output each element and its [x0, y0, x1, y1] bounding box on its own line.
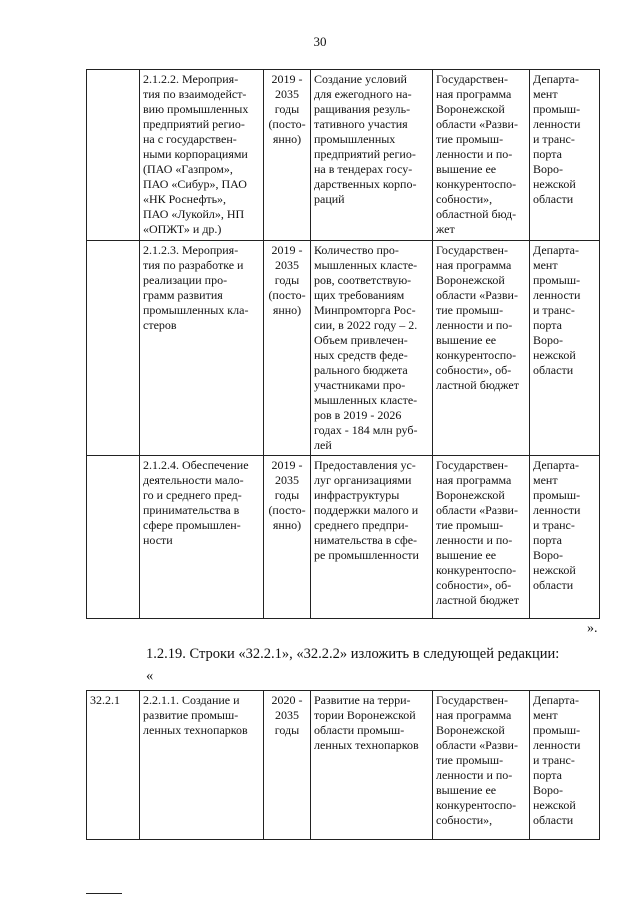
measure-cell: 2.1.2.3. Мероприя- тия по разработке и реализации про- грамм развития промышленных кла- стеров	[140, 241, 264, 456]
period-cell: 2019 - 2035 годы (посто- янно)	[264, 456, 311, 619]
opening-quote: «	[146, 668, 154, 684]
code-cell	[87, 241, 140, 456]
closing-quote: ».	[587, 621, 598, 636]
table-row	[87, 70, 600, 241]
footnote-divider	[86, 893, 122, 894]
amendment-instruction: 1.2.19. Строки «32.2.1», «32.2.2» изложить в следующей редакции:	[146, 646, 560, 662]
code-cell	[87, 456, 140, 619]
table-row	[87, 456, 600, 619]
table-row	[87, 241, 600, 456]
program-cell: Государствен- ная программа Воронежской области «Разви- тие промыш- ленности и по- вышение ее конкурентоспо- собности», областной бюд- жет	[433, 70, 530, 241]
measures-table-new	[86, 690, 600, 840]
period-cell: 2019 - 2035 годы (посто- янно)	[264, 241, 311, 456]
program-cell: Государствен- ная программа Воронежской области «Разви- тие промыш- ленности и по- вышение ее конкурентоспо- собности»,	[433, 691, 530, 840]
executor-cell: Департа- мент промыш- ленности и транс- порта Воро- нежской области	[530, 70, 600, 241]
executor-cell: Департа- мент промыш- ленности и транс- порта Воро- нежской области	[530, 241, 600, 456]
executor-cell: Департа- мент промыш- ленности и транс- порта Воро- нежской области	[530, 691, 600, 840]
period-cell: 2019 - 2035 годы (посто- янно)	[264, 70, 311, 241]
program-cell: Государствен- ная программа Воронежской области «Разви- тие промыш- ленности и по- вышение ее конкурентоспо- собности», об- ластной бюджет	[433, 241, 530, 456]
table-row	[87, 691, 600, 840]
executor-cell: Департа- мент промыш- ленности и транс- порта Воро- нежской области	[530, 456, 600, 619]
program-cell: Государствен- ная программа Воронежской области «Разви- тие промыш- ленности и по- вышение ее конкурентоспо- собности», об- ластной бюджет	[433, 456, 530, 619]
result-cell: Развитие на терри- тории Воронежской области промыш- ленных технопарков	[311, 691, 433, 840]
period-cell: 2020 - 2035 годы	[264, 691, 311, 840]
result-cell: Количество про- мышленных класте- ров, соответствую- щих требованиям Минпромторга Рос- сии, в 2022 году – 2. Объем привлечен- ных средств феде- рального бюджета участниками про- мышленных класте- ров в 2019 - 2026 годах - 184 млн руб- лей	[311, 241, 433, 456]
page-number: 30	[313, 34, 327, 49]
code-cell: 32.2.1	[87, 691, 140, 840]
result-cell: Создание условий для ежегодного на- ращивания резуль- тативного участия промышленных предприятий регио- на в тендерах госу- дарственных корпо- раций	[311, 70, 433, 241]
result-cell: Предоставления ус- луг организациями инфраструктуры поддержки малого и среднего предпри- нимательства в сфе- ре промышленности	[311, 456, 433, 619]
code-cell	[87, 70, 140, 241]
measure-cell: 2.2.1.1. Создание и развитие промыш- ленных технопарков	[140, 691, 264, 840]
measures-table-continuation	[86, 69, 600, 619]
measure-cell: 2.1.2.2. Мероприя- тия по взаимодейст- вию промышленных предприятий регио- на с государствен- ными корпорациями (ПАО «Газпром», ПАО «Сибур», ПАО «НК Роснефть», ПАО «Лукойл», НП «ОПЖТ» и др.)	[140, 70, 264, 241]
measure-cell: 2.1.2.4. Обеспечение деятельности мало- го и среднего пред- принимательства в сфере промышлен- ности	[140, 456, 264, 619]
